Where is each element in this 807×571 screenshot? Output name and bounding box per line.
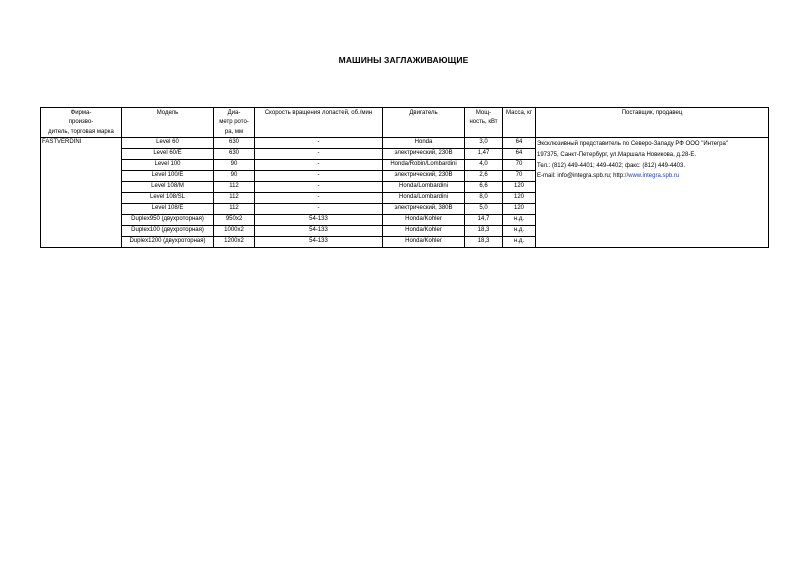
cell-mass: 120 (503, 204, 536, 215)
cell-power: 1,47 (465, 149, 503, 160)
supplier-cell (536, 138, 769, 248)
cell-speed: 54-133 (255, 237, 383, 248)
cell-speed: - (255, 182, 383, 193)
header-engine: Двигатель (383, 108, 465, 138)
supplier-address: 197375, Санкт-Петербург, ул.Маршала Новикова, д.28-Е. (537, 151, 696, 158)
cell-engine: Honda (383, 138, 465, 149)
cell-engine: электрический, 380В (383, 204, 465, 215)
cell-model: Duplex100 (двухроторная) (122, 226, 214, 237)
supplier-representative: Эксклюзивный представитель по Северо-Западу РФ ООО "Интегра" (537, 141, 728, 147)
cell-engine: Honda/Kohler (383, 215, 465, 226)
cell-mass: н.д. (503, 226, 536, 237)
cell-diameter: 630 (214, 149, 255, 160)
cell-power: 4,0 (465, 160, 503, 171)
cell-diameter: 1200x2 (214, 237, 255, 248)
header-diameter: Диа- метр рото- ра, мм (214, 108, 255, 138)
cell-engine: Honda/Lombardini (383, 193, 465, 204)
cell-engine: Honda/Kohler (383, 226, 465, 237)
machines-table (40, 107, 769, 248)
cell-power: 8,0 (465, 193, 503, 204)
page-title: МАШИНЫ ЗАГЛАЖИВАЮЩИЕ (338, 55, 469, 65)
cell-power: 2,6 (465, 171, 503, 182)
cell-mass: 70 (503, 171, 536, 182)
cell-speed: - (255, 138, 383, 149)
cell-diameter: 1000x2 (214, 226, 255, 237)
cell-model: Level 108/SL (122, 193, 214, 204)
cell-diameter: 90 (214, 171, 255, 182)
cell-power: 6,6 (465, 182, 503, 193)
cell-diameter: 112 (214, 204, 255, 215)
table-header-row (41, 108, 769, 138)
cell-engine: Honda/Kohler (383, 237, 465, 248)
header-mass: Масса, кг (503, 108, 536, 138)
table-row (41, 138, 769, 149)
manufacturer-cell: FASTVERDINI (41, 138, 122, 248)
cell-power: 18,3 (465, 237, 503, 248)
cell-model: Duplex1200 (двухроторная) (122, 237, 214, 248)
cell-mass: 120 (503, 193, 536, 204)
cell-model: Duplex950 (двухроторная) (122, 215, 214, 226)
cell-speed: - (255, 193, 383, 204)
cell-engine: электрический, 230В (383, 171, 465, 182)
cell-model: Level 100 (122, 160, 214, 171)
supplier-phone: Тел.: (812) 449-4401; 449-4402; факс: (812) 449-4403. (537, 162, 686, 169)
header-supplier: Поставщик, продавец (536, 108, 769, 138)
cell-power: 14,7 (465, 215, 503, 226)
cell-engine: Honda/Lombardini (383, 182, 465, 193)
cell-mass: н.д. (503, 215, 536, 226)
cell-diameter: 630 (214, 138, 255, 149)
supplier-website-link[interactable]: //www.integra.spb.ru (624, 173, 680, 180)
cell-speed: - (255, 204, 383, 215)
cell-mass: 70 (503, 160, 536, 171)
cell-diameter: 90 (214, 160, 255, 171)
cell-power: 3,0 (465, 138, 503, 149)
cell-mass: 64 (503, 149, 536, 160)
cell-diameter: 112 (214, 193, 255, 204)
cell-model: Level 108/M (122, 182, 214, 193)
cell-mass: 120 (503, 182, 536, 193)
cell-speed: - (255, 149, 383, 160)
cell-diameter: 112 (214, 182, 255, 193)
cell-model: Level 108/E (122, 204, 214, 215)
header-manufacturer: Фирма- произво- дитель, торговая марка (41, 108, 122, 138)
cell-power: 5,0 (465, 204, 503, 215)
cell-diameter: 950x2 (214, 215, 255, 226)
cell-speed: - (255, 171, 383, 182)
supplier-email: E-mail: info@integra.spb.ru; http: (537, 173, 625, 180)
header-model: Модель (122, 108, 214, 138)
cell-model: Level 100/E (122, 171, 214, 182)
header-power: Мощ- ность, кВт (465, 108, 503, 138)
cell-engine: Honda/Robin/Lombardini (383, 160, 465, 171)
cell-speed: - (255, 160, 383, 171)
cell-model: Level 60/E (122, 149, 214, 160)
cell-speed: 54-133 (255, 226, 383, 237)
cell-speed: 54-133 (255, 215, 383, 226)
cell-model: Level 60 (122, 138, 214, 149)
cell-engine: электрический, 230В (383, 149, 465, 160)
supplier-contacts (537, 171, 767, 182)
header-speed: Скорость вращения лопастей, об./мин (255, 108, 383, 138)
cell-power: 18,3 (465, 226, 503, 237)
cell-mass: н.д. (503, 237, 536, 248)
cell-mass: 64 (503, 138, 536, 149)
